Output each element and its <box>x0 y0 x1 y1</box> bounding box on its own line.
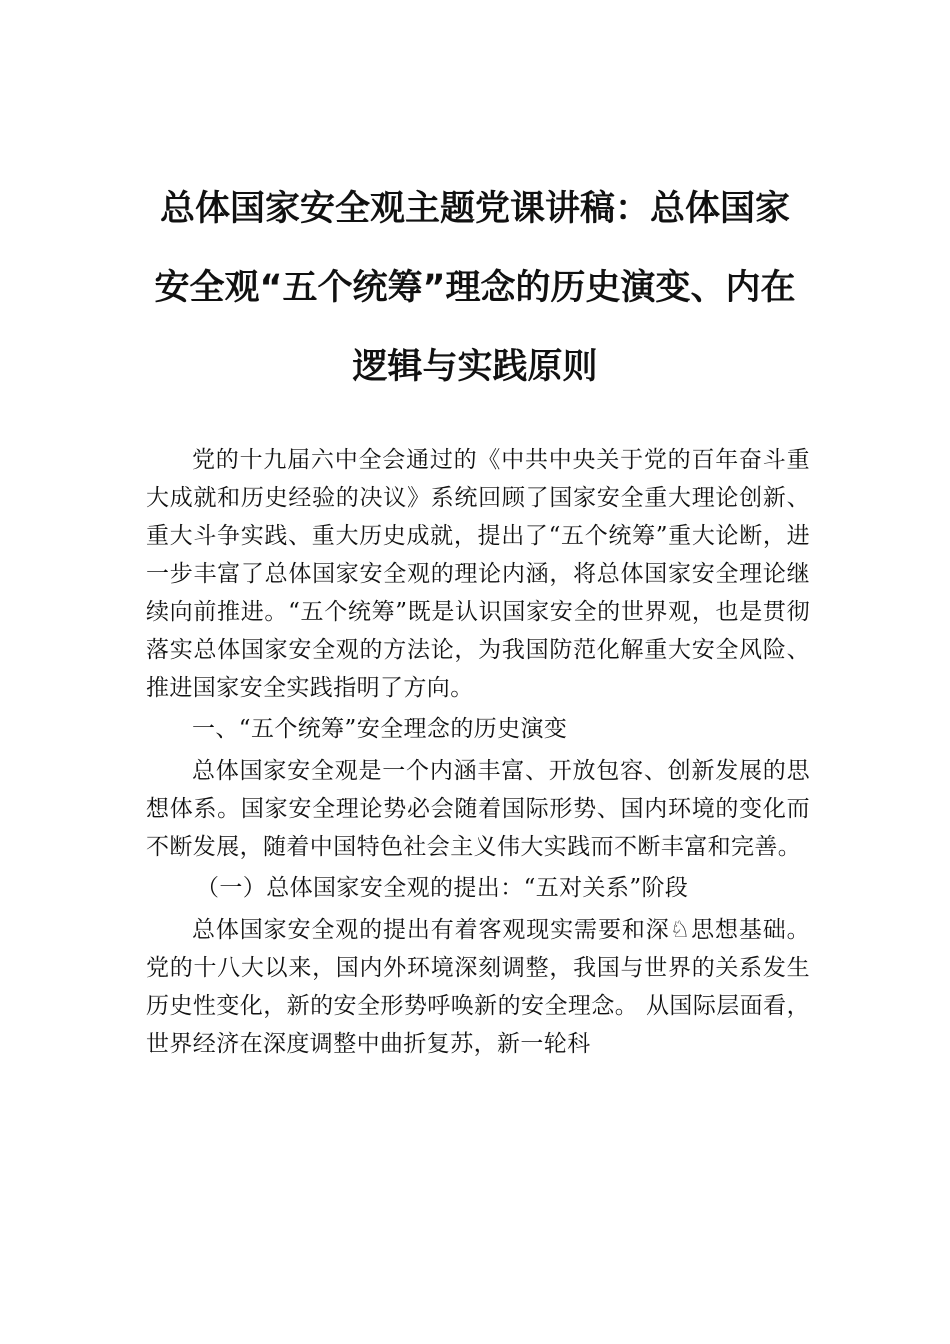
title-line-3: 逻辑与实践原则 <box>352 347 598 387</box>
subsection-1-paragraph: 总体国家安全观的提出有着客观现实需要和深♘思想基础。党的十八大以来，国内外环境深刻调整，我国与世界的关系发生历史性变化，新的安全形势呼唤新的安全理念。 从国际层面看，世界经济在深度调整中曲折复苏，新一轮科 <box>146 917 810 1057</box>
title-line-1: 总体国家安全观主题党课讲稿：总体国家 <box>159 189 790 229</box>
intro-paragraph: 党的十九届六中全会通过的《中共中央关于党的百年奋斗重大成就和历史经验的决议》系统回顾了国家安全重大理论创新、重大斗争实践、重大历史成就，提出了“五个统筹”重大论断，进一步丰富了总体国家安全观的理论内涵，将总体国家安全理论继续向前推进。“五个统筹”既是认识国家安全的世界观，也是贯彻落实总体国家安全观的方法论，为我国防范化解重大安全风险、推进国家安全实践指明了方向。 <box>146 447 810 701</box>
document-title <box>150 170 800 407</box>
document-body <box>146 441 810 1063</box>
subsection-heading-1: （一）总体国家安全观的提出：“五对关系”阶段 <box>196 875 689 901</box>
section-heading-1: 一、“五个统筹”安全理念的历史演变 <box>192 716 568 742</box>
section-1-paragraph: 总体国家安全观是一个内涵丰富、开放包容、创新发展的思想体系。国家安全理论势必会随着国际形势、国内环境的变化而不断发展，随着中国特色社会主义伟大实践而不断丰富和完善。 <box>146 758 810 860</box>
title-line-2: 安全观“五个统筹”理念的历史演变、内在 <box>154 268 796 308</box>
